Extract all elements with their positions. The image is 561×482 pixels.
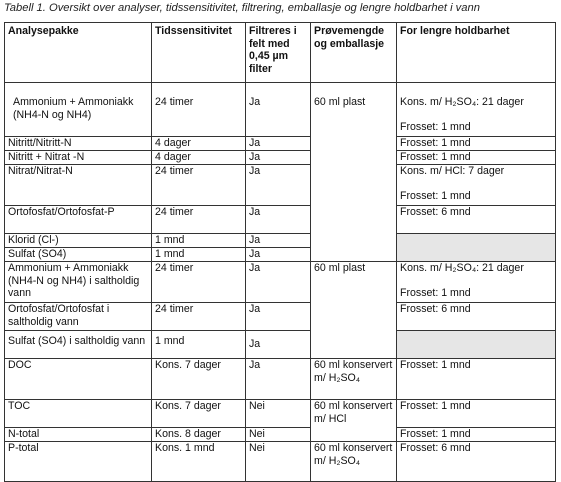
cell-filter: Ja <box>246 248 311 262</box>
table-caption: Tabell 1. Oversikt over analyser, tidssensitivitet, filtrering, emballasje og lengre holdbarhet i vann <box>4 2 480 14</box>
cell-filter: Ja <box>246 206 311 234</box>
table-row <box>5 400 556 428</box>
cell-analyse: Klorid (Cl-) <box>5 234 152 248</box>
cell-hold: Frosset: 1 mnd <box>397 151 556 165</box>
cell-hold <box>397 262 556 303</box>
analysis-table <box>4 22 556 482</box>
cell-analyse: Sulfat (SO4) i saltholdig vann <box>5 331 152 359</box>
cell-analyse: Sulfat (SO4) <box>5 248 152 262</box>
cell-filter: Ja <box>246 303 311 331</box>
cell-filter: Nei <box>246 400 311 428</box>
cell-tid: 24 timer <box>152 83 246 137</box>
cell-tid: 24 timer <box>152 206 246 234</box>
hold-text-2: Frosset: 1 mnd <box>400 121 471 134</box>
cell-filter: Ja <box>246 331 311 359</box>
cell-tid: Kons. 7 dager <box>152 359 246 400</box>
cell-hold: Frosset: 6 mnd <box>397 303 556 331</box>
cell-filter: Nei <box>246 442 311 482</box>
cell-mengde: 60 ml plast <box>311 83 397 262</box>
cell-filter: Ja <box>246 165 311 206</box>
cell-analyse: Ammonium + Ammoniakk (NH4-N og NH4) i saltholdig vann <box>5 262 152 303</box>
cell-filter: Nei <box>246 428 311 442</box>
cell-analyse: Ortofosfat/Ortofosfat-P <box>5 206 152 234</box>
table-row <box>5 331 556 359</box>
cell-analyse: Ortofosfat/Ortofosfat i saltholdig vann <box>5 303 152 331</box>
header-row <box>5 23 556 83</box>
cell-tid: Kons. 1 mnd <box>152 442 246 482</box>
cell-hold: Frosset: 1 mnd <box>397 359 556 400</box>
cell-tid: 4 dager <box>152 137 246 151</box>
cell-analyse: Nitritt/Nitritt-N <box>5 137 152 151</box>
hold-text: Kons. m/ H₂SO₄: 21 dager <box>400 96 524 108</box>
cell-analyse: TOC <box>5 400 152 428</box>
header-holdbarhet: For lengre holdbarhet <box>397 23 556 83</box>
hold-text-2: Frosset: 1 mnd <box>400 287 471 300</box>
cell-hold <box>397 165 556 206</box>
table-row <box>5 206 556 234</box>
cell-filter: Ja <box>246 262 311 303</box>
cell-hold: Frosset: 1 mnd <box>397 400 556 428</box>
cell-hold-empty <box>397 331 556 359</box>
cell-tid: 24 timer <box>152 165 246 206</box>
cell-mengde: 60 ml konservert m/ H₂SO₄ <box>311 442 397 482</box>
table-row <box>5 83 556 137</box>
hold-text: Kons. m/ H₂SO₄: 21 dager <box>400 262 524 274</box>
cell-mengde: 60 ml konservert m/ HCl <box>311 400 397 442</box>
table-row <box>5 359 556 400</box>
cell-filter: Ja <box>246 151 311 165</box>
cell-tid: 24 timer <box>152 303 246 331</box>
table-row <box>5 428 556 442</box>
cell-analyse: DOC <box>5 359 152 400</box>
table-row <box>5 151 556 165</box>
cell-analyse: N-total <box>5 428 152 442</box>
cell-hold: Frosset: 6 mnd <box>397 442 556 482</box>
cell-tid: Kons. 8 dager <box>152 428 246 442</box>
cell-analyse: Ammonium + Ammoniakk (NH4-N og NH4) <box>5 83 152 137</box>
table-row <box>5 442 556 482</box>
cell-tid: 1 mnd <box>152 234 246 248</box>
cell-tid: 4 dager <box>152 151 246 165</box>
cell-tid: 24 timer <box>152 262 246 303</box>
header-tidssensitivitet: Tidssensitivitet <box>152 23 246 83</box>
header-provemengde: Prøvemengde og emballasje <box>311 23 397 83</box>
cell-mengde: 60 ml konservert m/ H₂SO₄ <box>311 359 397 400</box>
cell-tid: Kons. 7 dager <box>152 400 246 428</box>
cell-filter: Ja <box>246 83 311 137</box>
header-filtreres: Filtreres i felt med 0,45 µm filter <box>246 23 311 83</box>
hold-text-2: Frosset: 1 mnd <box>400 190 471 203</box>
table-row <box>5 234 556 248</box>
cell-hold-empty <box>397 234 556 262</box>
hold-text: Kons. m/ HCl: 7 dager <box>400 165 505 177</box>
table-row <box>5 137 556 151</box>
cell-tid: 1 mnd <box>152 248 246 262</box>
table-row <box>5 262 556 303</box>
cell-analyse: Nitrat/Nitrat-N <box>5 165 152 206</box>
header-analysepakke: Analysepakke <box>5 23 152 83</box>
table-row <box>5 303 556 331</box>
cell-hold: Frosset: 6 mnd <box>397 206 556 234</box>
cell-hold <box>397 83 556 137</box>
cell-analyse: Nitritt + Nitrat -N <box>5 151 152 165</box>
cell-tid: 1 mnd <box>152 331 246 359</box>
cell-hold: Frosset: 1 mnd <box>397 137 556 151</box>
table-row <box>5 165 556 206</box>
cell-filter: Ja <box>246 137 311 151</box>
cell-hold: Frosset: 1 mnd <box>397 428 556 442</box>
cell-analyse: P-total <box>5 442 152 482</box>
cell-mengde: 60 ml plast <box>311 262 397 359</box>
cell-filter: Ja <box>246 234 311 248</box>
cell-filter: Ja <box>246 359 311 400</box>
